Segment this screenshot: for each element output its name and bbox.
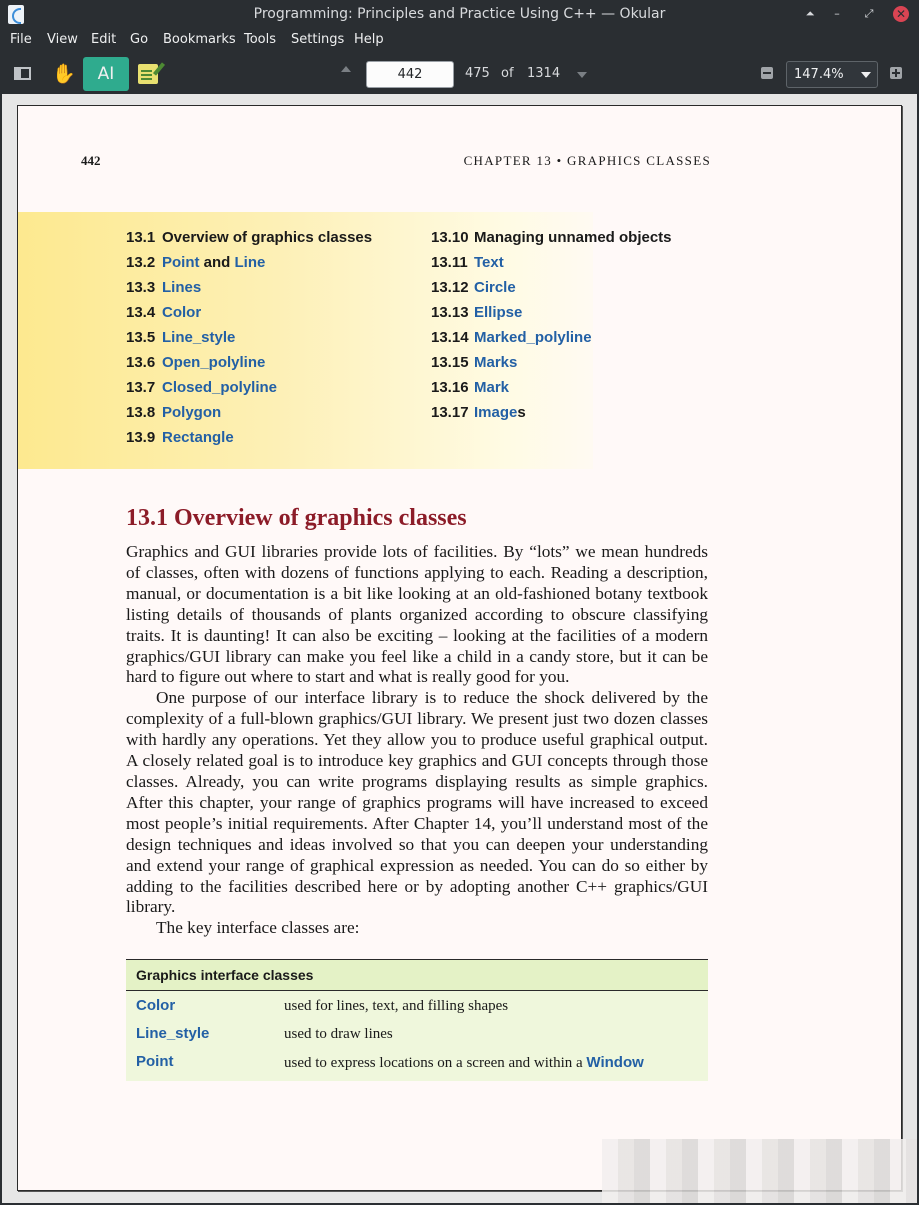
keep-above-button[interactable]: ⏶ [805, 7, 815, 20]
toc-entry [431, 354, 672, 379]
paragraph: One purpose of our interface library is to reduce the shock delivered by the complexity of a full-blown graphics/GUI library. We present just two dozen classes with hardly any operations. Yet they allow you to produce useful graphical output. A closely related goal is to introduce key graphics and GUI concepts through those classes. Already, you can write programs displaying results as simple graphics. After this chapter, your range of graphics programs will have increased to exceed most people’s initial requirements. After Chapter 14, you’ll understand most of the design techniques and ideas involved so that you can deepen your understanding and extend your range of graphical expression as needed. You can do so either by adding to the facilities described here or by adopting another C++ graphics/GUI library. [126, 688, 708, 917]
page-number-label: 475 [465, 66, 490, 81]
minimize-button[interactable]: – [834, 7, 840, 20]
toc-entry-number: 13.2 [126, 254, 156, 271]
graphics-interface-classes-table [126, 959, 708, 1081]
toc-entry-number: 13.10 [431, 229, 469, 246]
document-viewport[interactable] [2, 94, 917, 1203]
class-description: used to draw lines [284, 1026, 393, 1042]
annotate-icon[interactable] [138, 64, 158, 84]
toc-entry-title[interactable]: Polygon [162, 404, 222, 421]
toc-entry-title[interactable]: Marks [474, 354, 518, 371]
toc-entry-title[interactable]: Marked_polyline [474, 329, 592, 346]
menu-tools[interactable]: Tools [244, 32, 277, 47]
sidebar-toggle-icon[interactable] [14, 67, 31, 80]
toc-entry [126, 429, 372, 454]
section-heading: 13.1 Overview of graphics classes [126, 505, 467, 531]
toc-entry-number: 13.5 [126, 329, 156, 346]
chapter-contents-box [18, 212, 672, 469]
toc-entry-number: 13.4 [126, 304, 156, 321]
toc-entry-number: 13.3 [126, 279, 156, 296]
body-text [126, 542, 708, 939]
zoom-out-icon[interactable] [761, 67, 773, 79]
toc-entry-title[interactable]: Mark [474, 379, 510, 396]
running-head: CHAPTER 13 • GRAPHICS CLASSES [463, 153, 711, 168]
toc-entry [431, 404, 672, 429]
toc-entry-title[interactable]: Line_style [162, 329, 236, 346]
blurred-region [602, 1139, 917, 1203]
toc-entry-title[interactable]: Color [162, 304, 202, 321]
total-pages-label: 1314 [527, 66, 561, 81]
class-description: used to express locations on a screen and within a Window [284, 1054, 644, 1071]
toc-entry [126, 379, 372, 404]
text-select-tool-button[interactable]: AI [83, 57, 129, 91]
toc-entry-number: 13.12 [431, 279, 469, 296]
toc-entry [431, 329, 672, 354]
toc-entry-title[interactable]: Point [162, 254, 200, 271]
toc-entry [126, 304, 372, 329]
paragraph: The key interface classes are: [156, 918, 360, 938]
chevron-down-icon [861, 72, 871, 78]
toc-entry-title[interactable]: Circle [474, 279, 516, 296]
toc-entry [126, 404, 372, 429]
toc-entry-title[interactable]: Ellipse [474, 304, 523, 321]
previous-page-icon[interactable] [341, 66, 351, 72]
toc-entry-title[interactable]: Line [234, 254, 266, 271]
class-name[interactable]: Point [136, 1053, 174, 1070]
toc-entry [126, 354, 372, 379]
toc-entry-number: 13.16 [431, 379, 469, 396]
class-name[interactable]: Line_style [136, 1025, 210, 1042]
toc-entry-number: 13.15 [431, 354, 469, 371]
toc-entry-title[interactable]: Rectangle [162, 429, 234, 446]
menu-bookmarks[interactable]: Bookmarks [163, 32, 236, 47]
table-row [126, 1047, 708, 1075]
paragraph: Graphics and GUI libraries provide lots of facilities. By “lots” we mean hundreds of classes, often with dozens of functions applying to each. Reading a description, manual, or documentation is a bit like looking at an old-fashioned botany textbook listing details of thousands of plants organized according to obscure classifying traits. It is daunting! It can also be exciting – looking at the facilities of a modern graphics/GUI library can make you feel like a child in a candy store, but it can be hard to figure out where to start and what is really good for you. [126, 542, 708, 687]
toc-entry-number: 13.17 [431, 404, 469, 421]
menu-help[interactable]: Help [354, 32, 384, 47]
page-number-input[interactable] [366, 61, 454, 88]
toc-entry-title[interactable]: Closed_polyline [162, 379, 278, 396]
zoom-value: 147.4% [794, 67, 844, 82]
zoom-in-icon[interactable] [890, 67, 902, 79]
toc-entry [126, 279, 372, 304]
next-page-icon[interactable] [577, 72, 587, 78]
toc-entry [431, 279, 672, 304]
toc-entry [431, 304, 672, 329]
toc-entry-title[interactable]: Open_polyline [162, 354, 266, 371]
menu-view[interactable]: View [47, 32, 78, 47]
menu-edit[interactable]: Edit [91, 32, 117, 47]
toc-entry [126, 329, 372, 354]
toc-entry-number: 13.7 [126, 379, 156, 396]
toc-entry [126, 254, 372, 279]
toc-entry-number: 13.9 [126, 429, 156, 446]
toc-entry-title[interactable]: Lines [162, 279, 202, 296]
menu-go[interactable]: Go [130, 32, 149, 47]
toc-entry [126, 229, 372, 254]
class-link[interactable]: Window [586, 1054, 644, 1071]
menu-bar [0, 29, 919, 52]
menu-settings[interactable]: Settings [291, 32, 345, 47]
contents-column-right [431, 229, 672, 429]
toc-entry [431, 254, 672, 279]
document-page [17, 105, 902, 1191]
toc-entry-joiner: and [199, 254, 235, 271]
toc-entry-number: 13.11 [431, 254, 468, 271]
toc-entry-title[interactable]: Text [474, 254, 504, 271]
table-heading: Graphics interface classes [126, 959, 708, 991]
page-number: 442 [81, 153, 101, 168]
menu-file[interactable]: File [10, 32, 32, 47]
toc-entry-suffix: s [517, 404, 526, 421]
maximize-button[interactable]: ⤢ [864, 7, 874, 20]
toc-entry-title: Overview of graphics classes [162, 229, 373, 246]
toc-entry-title: Managing unnamed objects [474, 229, 672, 246]
toc-entry-number: 13.1 [126, 229, 156, 246]
toc-entry-number: 13.6 [126, 354, 156, 371]
main-toolbar [0, 52, 919, 94]
contents-column-left [126, 229, 372, 454]
class-name[interactable]: Color [136, 997, 176, 1014]
toc-entry [431, 229, 672, 254]
toc-entry [431, 379, 672, 404]
class-description: used for lines, text, and filling shapes [284, 998, 509, 1014]
zoom-dropdown[interactable] [786, 61, 878, 88]
title-bar [0, 0, 919, 29]
toc-entry-number: 13.14 [431, 329, 469, 346]
close-button[interactable]: ✕ [893, 6, 909, 22]
toc-entry-number: 13.13 [431, 304, 469, 321]
toc-entry-number: 13.8 [126, 404, 156, 421]
window-title: Programming: Principles and Practice Using C++ — Okular [253, 6, 666, 22]
table-row [126, 991, 708, 1019]
table-row [126, 1019, 708, 1047]
toc-entry-title[interactable]: Image [474, 404, 518, 421]
browse-hand-icon[interactable]: ✋ [52, 63, 76, 85]
page-of-label: of [501, 66, 514, 81]
